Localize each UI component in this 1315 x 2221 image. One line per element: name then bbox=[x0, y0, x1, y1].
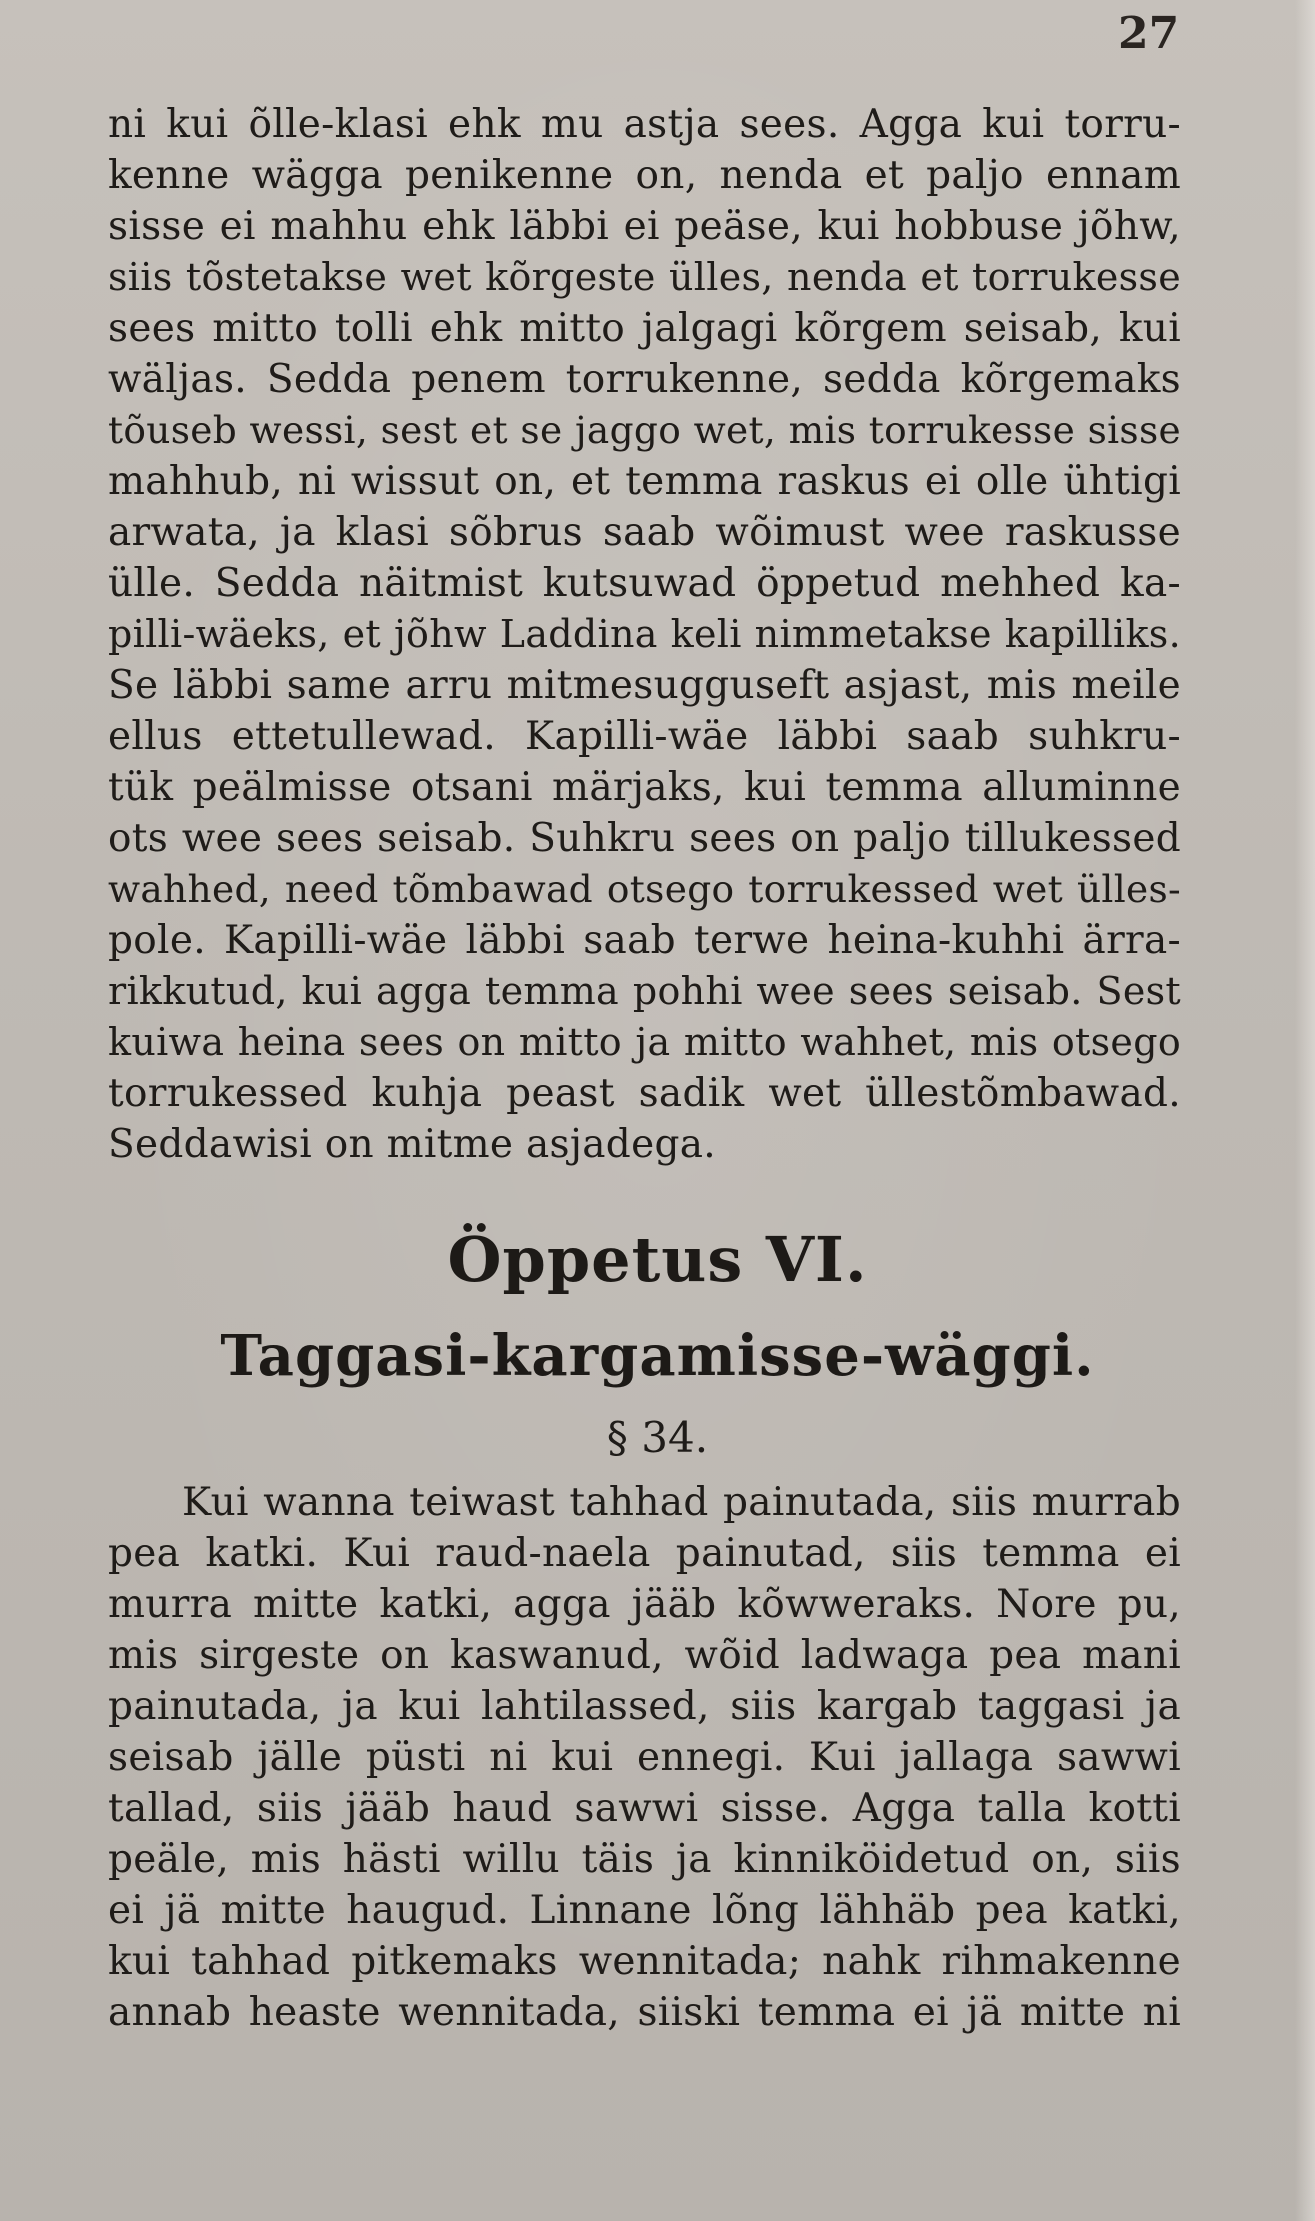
text-line: siis tõstetakse wet kõrgeste ülles, nenda et torrukesse bbox=[108, 255, 1181, 299]
text-line: mahhub, ni wissut on, et temma raskus ei olle ühtigi bbox=[108, 459, 1181, 504]
text-line: painutada, ja kui lahtilassed, siis kargab taggasi ja bbox=[108, 1684, 1181, 1729]
text-line: kui tahhad pitkemaks wennitada; nahk rihmakenne bbox=[108, 1939, 1181, 1984]
text-line: kuiwa heina sees on mitto ja mitto wahhet, mis otsego bbox=[108, 1020, 1181, 1064]
text-line: ellus ettetullewad. Kapilli-wäe läbbi saab suhkru- bbox=[108, 714, 1181, 759]
text-line: rikkutud, kui agga temma pohhi wee sees seisab. Sest bbox=[108, 969, 1181, 1013]
text-line: sees mitto tolli ehk mitto jalgagi kõrgem seisab, kui bbox=[108, 306, 1181, 351]
text-line: peäle, mis hästi willu täis ja kinniköidetud on, siis bbox=[108, 1837, 1181, 1882]
text-line: arwata, ja klasi sõbrus saab wõimust wee raskusse bbox=[108, 510, 1181, 555]
text-line: tõuseb wessi, sest et se jaggo wet, mis torrukesse sisse bbox=[108, 408, 1181, 452]
text-line: murra mitte katki, agga jääb kõwweraks. Nore pu, bbox=[108, 1582, 1181, 1627]
text-line: ots wee sees seisab. Suhkru sees on paljo tillukessed bbox=[108, 816, 1181, 861]
text-line: wahhed, need tõmbawad otsego torrukessed wet ülles- bbox=[108, 867, 1181, 911]
text-line: mis sirgeste on kaswanud, wõid ladwaga pea mani bbox=[108, 1633, 1181, 1678]
text-line: ülle. Sedda näitmist kutsuwad öppetud mehhed ka- bbox=[108, 561, 1181, 606]
text-line: ei jä mitte haugud. Linnane lõng lähhäb pea katki, bbox=[108, 1888, 1181, 1933]
text-line: seisab jälle püsti ni kui ennegi. Kui jallaga sawwi bbox=[108, 1735, 1181, 1780]
page-number: 27 bbox=[1118, 8, 1180, 59]
text-line: torrukessed kuhja peast sadik wet üllestõmbawad. bbox=[108, 1071, 1181, 1116]
text-line: Se läbbi same arru mitmesugguseft asjast, mis meile bbox=[108, 663, 1181, 708]
text-line: Kui wanna teiwast tahhad painutada, siis murrab bbox=[182, 1480, 1181, 1525]
text-line: tük peälmisse otsani märjaks, kui temma alluminne bbox=[108, 765, 1181, 810]
text-line: pea katki. Kui raud-naela painutad, siis temma ei bbox=[108, 1531, 1181, 1576]
lesson-subheading: Taggasi-kargamisse-wäggi. bbox=[220, 1323, 1095, 1389]
text-line: pilli-wäeks, et jõhw Laddina keli nimmetakse kapilliks. bbox=[108, 612, 1181, 656]
text-line: sisse ei mahhu ehk läbbi ei peäse, kui hobbuse jõhw, bbox=[108, 204, 1181, 249]
text-line: pole. Kapilli-wäe läbbi saab terwe heina-kuhhi ärra- bbox=[108, 918, 1181, 963]
section-mark: § 34. bbox=[606, 1413, 709, 1462]
text-line: Seddawisi on mitme asjadega. bbox=[108, 1122, 716, 1167]
lesson-heading: Öppetus VI. bbox=[447, 1223, 868, 1296]
text-line: tallad, siis jääb haud sawwi sisse. Agga talla kotti bbox=[108, 1786, 1181, 1831]
text-line: ni kui õlle-klasi ehk mu astja sees. Agga kui torru- bbox=[108, 102, 1181, 147]
text-line: kenne wägga penikenne on, nenda et paljo ennam bbox=[108, 153, 1181, 198]
page-edge bbox=[1295, 0, 1315, 2221]
text-line: annab heaste wennitada, siiski temma ei jä mitte ni bbox=[108, 1990, 1181, 2035]
text-line: wäljas. Sedda penem torrukenne, sedda kõrgemaks bbox=[108, 357, 1181, 402]
